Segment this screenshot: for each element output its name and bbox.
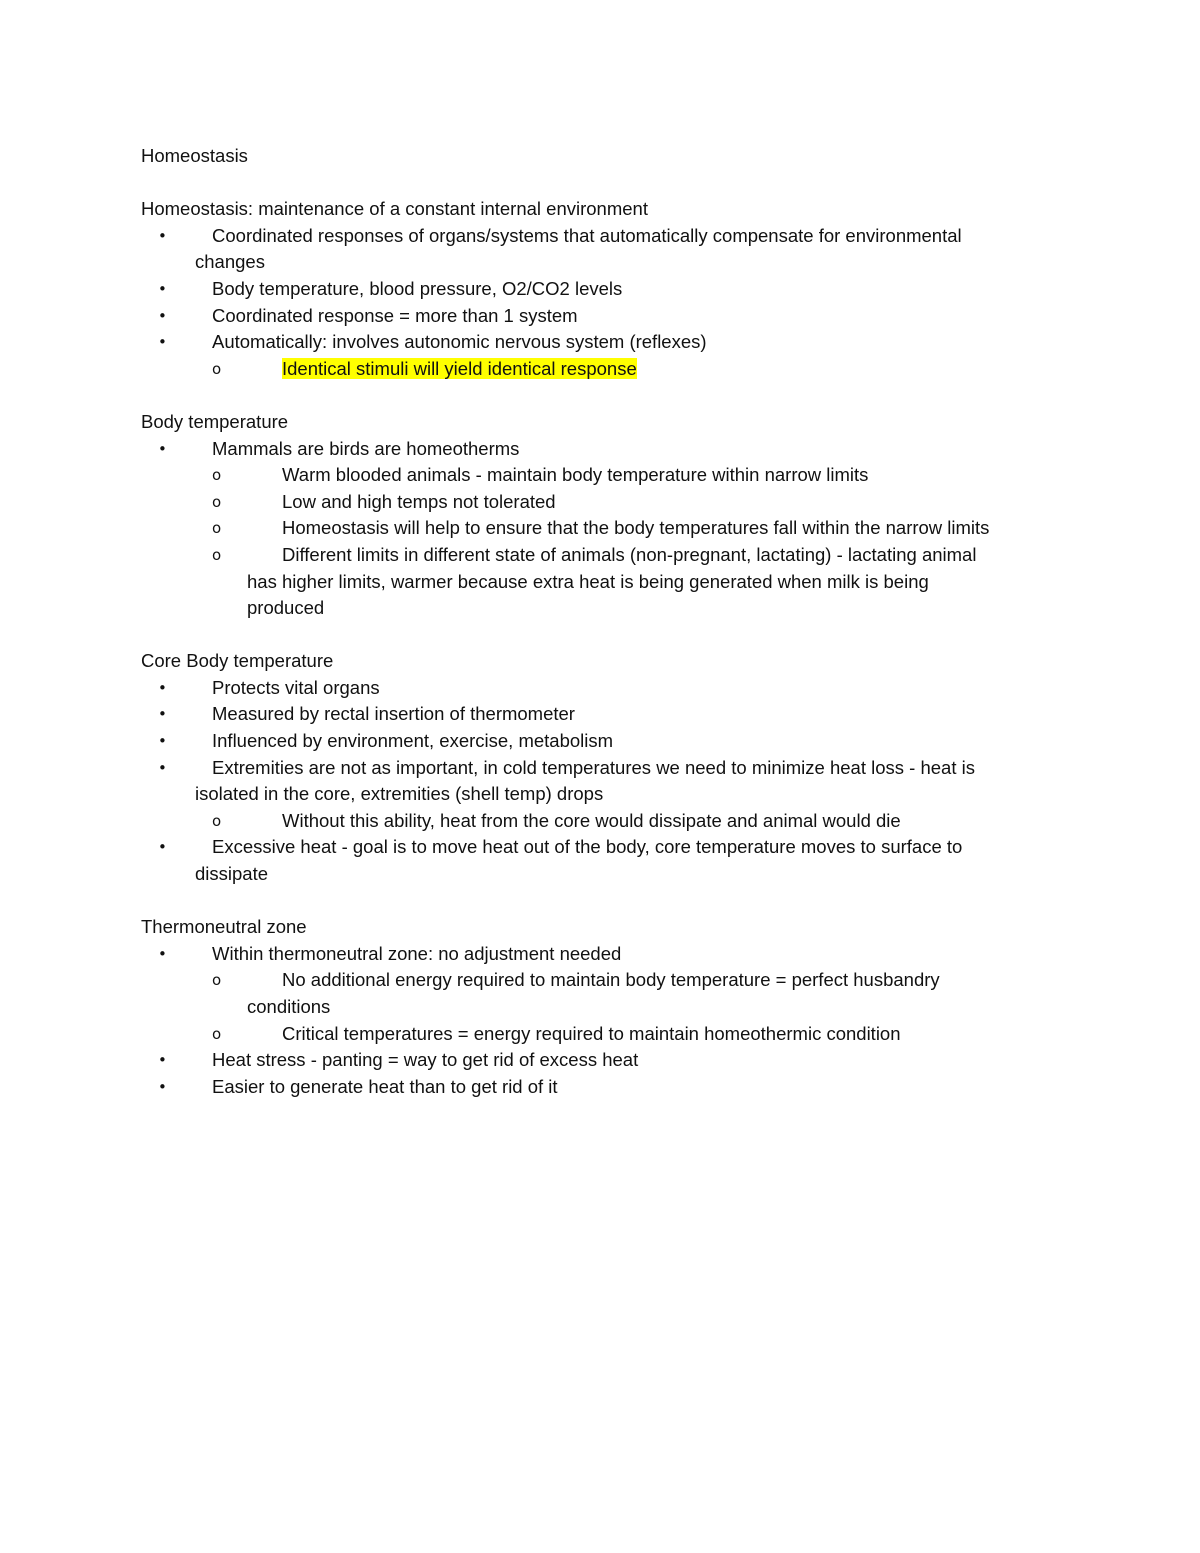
bullet-text: Within thermoneutral zone: no adjustment needed xyxy=(212,942,622,964)
bullet-text: Easier to generate heat than to get rid of it xyxy=(212,1075,558,1097)
bullet-circle-icon: o xyxy=(212,971,222,990)
bullet-item xyxy=(141,1047,1071,1074)
bullet-item xyxy=(141,941,1071,968)
bullet-text: Measured by rectal insertion of thermometer xyxy=(212,703,575,725)
bullet-text: Excessive heat - goal is to move heat out of the body, core temperature moves to surface to xyxy=(212,836,963,858)
bullet-text-continuation: has higher limits, warmer because extra heat is being generated when milk is being xyxy=(247,570,929,592)
bullet-text-continuation: conditions xyxy=(247,996,331,1017)
bullet-item xyxy=(141,329,1071,356)
document-title: Homeostasis xyxy=(141,145,248,166)
sub-bullet-item xyxy=(141,462,1071,489)
bullet-dot-icon: • xyxy=(158,944,167,963)
bullet-text: Extremities are not as important, in cold temperatures we need to minimize heat loss - heat is xyxy=(212,756,975,778)
sub-bullet-item xyxy=(141,515,1071,542)
sub-bullet-item xyxy=(141,542,1071,622)
bullet-text: Protects vital organs xyxy=(212,676,380,698)
bullet-text: Critical temperatures = energy required to maintain homeothermic condition xyxy=(282,1022,901,1044)
bullet-dot-icon: • xyxy=(158,1077,167,1096)
bullet-text: Body temperature, blood pressure, O2/CO2 levels xyxy=(212,277,623,299)
sub-bullet-item xyxy=(141,808,1071,835)
bullet-text-continuation: changes xyxy=(195,251,265,273)
bullet-circle-icon: o xyxy=(212,1024,222,1043)
bullet-dot-icon: • xyxy=(158,732,167,751)
bullet-text-continuation: isolated in the core, extremities (shell temp) drops xyxy=(195,783,604,805)
bullet-item xyxy=(141,834,1071,887)
document-body xyxy=(141,143,1071,1100)
bullet-text: Automatically: involves autonomic nervous system (reflexes) xyxy=(212,331,707,353)
bullet-text: Warm blooded animals - maintain body temperature within narrow limits xyxy=(282,464,869,486)
bullet-circle-icon: o xyxy=(212,519,222,538)
bullet-text: Low and high temps not tolerated xyxy=(282,490,556,512)
bullet-dot-icon: • xyxy=(158,838,167,857)
bullet-dot-icon: • xyxy=(158,1051,167,1070)
section-heading: Core Body temperature xyxy=(141,650,334,672)
bullet-item xyxy=(141,675,1071,702)
bullet-item xyxy=(141,755,1071,808)
highlighted-text: Identical stimuli will yield identical response xyxy=(282,357,637,379)
bullet-text-continuation: dissipate xyxy=(195,863,269,885)
bullet-dot-icon: • xyxy=(158,439,167,458)
bullet-circle-icon: o xyxy=(212,492,222,511)
bullet-dot-icon: • xyxy=(158,678,167,697)
bullet-circle-icon: o xyxy=(212,811,222,830)
bullet-item xyxy=(141,436,1071,463)
bullet-text: Mammals are birds are homeotherms xyxy=(212,437,520,459)
bullet-text: No additional energy required to maintain body temperature = perfect husbandry xyxy=(282,969,940,991)
spacer xyxy=(141,622,1071,649)
bullet-item xyxy=(141,303,1071,330)
sub-bullet-item xyxy=(141,967,1071,1020)
bullet-text: Without this ability, heat from the core would dissipate and animal would die xyxy=(282,809,901,831)
bullet-text-continuation: produced xyxy=(247,597,325,619)
bullet-text: Heat stress - panting = way to get rid of excess heat xyxy=(212,1049,639,1071)
bullet-dot-icon: • xyxy=(158,333,167,352)
bullet-text: Influenced by environment, exercise, metabolism xyxy=(212,730,614,752)
spacer xyxy=(141,382,1071,409)
section-heading: Body temperature xyxy=(141,410,289,432)
sub-bullet-item xyxy=(141,489,1071,516)
bullet-circle-icon: o xyxy=(212,466,222,485)
section-heading: Thermoneutral zone xyxy=(141,916,307,938)
bullet-dot-icon: • xyxy=(158,306,167,325)
bullet-text: Homeostasis will help to ensure that the body temperatures fall within the narrow limits xyxy=(282,517,990,539)
spacer xyxy=(141,170,1071,197)
sub-bullet-item xyxy=(141,1021,1071,1048)
bullet-text: Coordinated responses of organs/systems that automatically compensate for environmental xyxy=(212,224,962,246)
bullet-text: Coordinated response = more than 1 system xyxy=(212,304,578,326)
sections xyxy=(141,196,1071,1100)
bullet-item xyxy=(141,701,1071,728)
bullet-dot-icon: • xyxy=(158,758,167,777)
bullet-item xyxy=(141,223,1071,276)
bullet-text: Different limits in different state of animals (non-pregnant, lactating) - lactating animal xyxy=(282,543,977,565)
bullet-item xyxy=(141,728,1071,755)
bullet-item xyxy=(141,1074,1071,1101)
bullet-dot-icon: • xyxy=(158,226,167,245)
bullet-circle-icon: o xyxy=(212,359,222,378)
bullet-item xyxy=(141,276,1071,303)
section-heading: Homeostasis: maintenance of a constant internal environment xyxy=(141,198,648,220)
bullet-circle-icon: o xyxy=(212,545,222,564)
spacer xyxy=(141,888,1071,915)
bullet-dot-icon: • xyxy=(158,279,167,298)
bullet-dot-icon: • xyxy=(158,705,167,724)
sub-bullet-item xyxy=(141,356,1071,383)
